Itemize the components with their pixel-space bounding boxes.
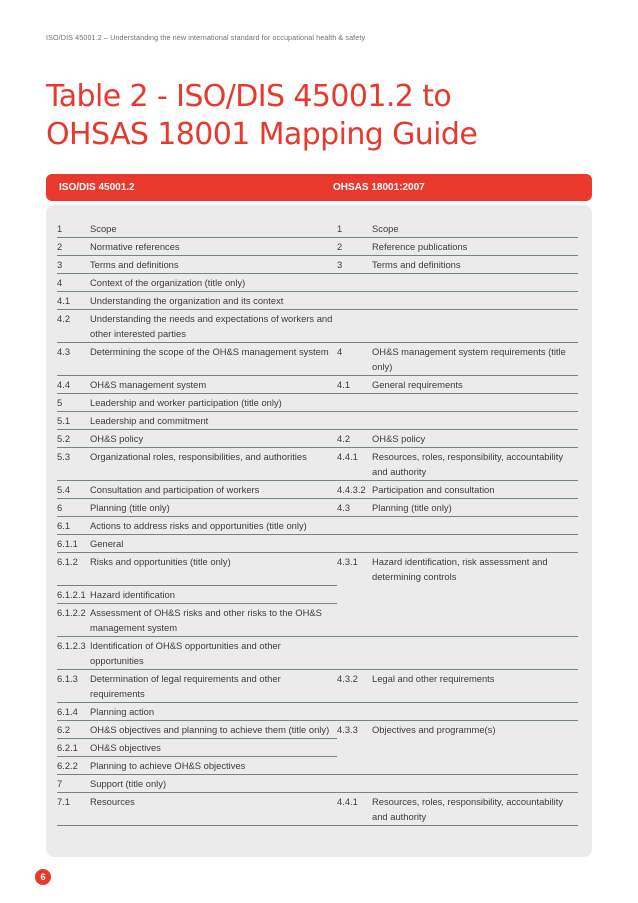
table-row bbox=[57, 430, 578, 448]
right-clause-title: Resources, roles, responsibility, accountability and authority bbox=[372, 792, 578, 825]
table-row bbox=[57, 220, 578, 238]
right-clause-number bbox=[337, 412, 372, 430]
right-clause-number bbox=[337, 702, 372, 720]
table-row bbox=[57, 553, 578, 586]
right-clause-title bbox=[372, 292, 578, 310]
right-clause-title bbox=[372, 702, 578, 720]
left-clause-number: 6.2 bbox=[57, 720, 90, 738]
right-clause-title bbox=[372, 603, 578, 636]
right-clause-number bbox=[337, 535, 372, 553]
left-clause-title: Organizational roles, responsibilities, and authorities bbox=[90, 448, 337, 481]
right-clause-title bbox=[372, 310, 578, 343]
left-clause-title: General bbox=[90, 535, 337, 553]
table-row bbox=[57, 702, 578, 720]
right-clause-title bbox=[372, 412, 578, 430]
right-clause-number bbox=[337, 517, 372, 535]
right-clause-title: Resources, roles, responsibility, accountability and authority bbox=[372, 448, 578, 481]
page-number: 6 bbox=[35, 869, 51, 885]
table-row bbox=[57, 310, 578, 343]
left-clause-number: 6.1 bbox=[57, 517, 90, 535]
table-row bbox=[57, 517, 578, 535]
left-clause-number: 5.3 bbox=[57, 448, 90, 481]
right-clause-title: General requirements bbox=[372, 376, 578, 394]
table-row bbox=[57, 448, 578, 481]
table-row bbox=[57, 669, 578, 702]
table-row bbox=[57, 274, 578, 292]
mapping-table bbox=[57, 220, 578, 826]
right-clause-title bbox=[372, 517, 578, 535]
left-clause-number: 1 bbox=[57, 220, 90, 238]
left-clause-title: Support (title only) bbox=[90, 774, 337, 792]
left-clause-title: Planning action bbox=[90, 702, 337, 720]
right-clause-number bbox=[337, 274, 372, 292]
table-row bbox=[57, 292, 578, 310]
left-clause-title: Resources bbox=[90, 792, 337, 825]
left-clause-number: 6.1.4 bbox=[57, 702, 90, 720]
left-clause-title: Normative references bbox=[90, 238, 337, 256]
left-clause-number: 3 bbox=[57, 256, 90, 274]
left-clause-number: 5.2 bbox=[57, 430, 90, 448]
left-clause-title: Leadership and worker participation (title only) bbox=[90, 394, 337, 412]
table-row bbox=[57, 774, 578, 792]
right-clause-title bbox=[372, 738, 578, 756]
left-clause-title: Planning (title only) bbox=[90, 499, 337, 517]
right-clause-title bbox=[372, 274, 578, 292]
table-row bbox=[57, 535, 578, 553]
left-clause-title: Actions to address risks and opportunities (title only) bbox=[90, 517, 337, 535]
right-clause-number: 4.4.1 bbox=[337, 792, 372, 825]
right-clause-number: 4.4.3.2 bbox=[337, 481, 372, 499]
right-clause-number: 4.3.1 bbox=[337, 556, 358, 567]
right-clause-number: 4.3.3 bbox=[337, 723, 358, 735]
left-clause-number: 5 bbox=[57, 394, 90, 412]
right-clause-number bbox=[337, 310, 372, 343]
right-clause-title bbox=[372, 774, 578, 792]
left-clause-number: 6.1.2 bbox=[57, 553, 90, 586]
left-clause-number: 4.1 bbox=[57, 292, 90, 310]
right-clause-title: Planning (title only) bbox=[372, 499, 578, 517]
left-clause-number: 2 bbox=[57, 238, 90, 256]
page-title-line-1: Table 2 - ISO/DIS 45001.2 to bbox=[46, 79, 452, 114]
left-clause-title: Terms and definitions bbox=[90, 256, 337, 274]
right-clause-number bbox=[337, 636, 372, 669]
left-clause-number: 5.1 bbox=[57, 412, 90, 430]
left-clause-title: OH&S policy bbox=[90, 430, 337, 448]
left-clause-number: 6.1.1 bbox=[57, 535, 90, 553]
right-clause-number bbox=[337, 394, 372, 412]
left-clause-number: 5.4 bbox=[57, 481, 90, 499]
right-clause-title bbox=[372, 585, 578, 603]
right-clause-title bbox=[372, 394, 578, 412]
table-row bbox=[57, 412, 578, 430]
left-clause-number: 4.2 bbox=[57, 310, 90, 343]
right-clause-number: 2 bbox=[337, 238, 372, 256]
table-row bbox=[57, 738, 578, 756]
right-clause-number bbox=[337, 603, 372, 636]
right-clause-title: OH&S policy bbox=[372, 430, 578, 448]
left-clause-title: Risks and opportunities (title only) bbox=[90, 553, 337, 586]
right-clause-title: Terms and definitions bbox=[372, 256, 578, 274]
right-clause-title: OH&S management system requirements (title only) bbox=[372, 343, 578, 376]
right-clause-number bbox=[337, 292, 372, 310]
right-clause-number: 4.4.1 bbox=[337, 448, 372, 481]
left-clause-number: 6.2.1 bbox=[57, 738, 90, 756]
right-clause-title bbox=[372, 756, 578, 774]
left-clause-title: Hazard identification bbox=[90, 585, 337, 603]
left-clause-title: Leadership and commitment bbox=[90, 412, 337, 430]
left-clause-number: 6.1.3 bbox=[57, 669, 90, 702]
left-clause-number: 7 bbox=[57, 774, 90, 792]
left-clause-title: Consultation and participation of workers bbox=[90, 481, 337, 499]
left-clause-number: 6.1.2.2 bbox=[57, 603, 90, 636]
left-clause-title: Identification of OH&S opportunities and other opportunities bbox=[90, 636, 337, 669]
table-row bbox=[57, 238, 578, 256]
table-row bbox=[57, 499, 578, 517]
right-clause-title bbox=[372, 535, 578, 553]
left-clause-number: 6.1.2.1 bbox=[57, 585, 90, 603]
left-clause-title: OH&S objectives and planning to achieve them (title only) bbox=[90, 720, 337, 738]
table-row bbox=[57, 603, 578, 636]
mapping-table-header bbox=[46, 174, 592, 201]
right-clause-number: 1 bbox=[337, 220, 372, 238]
left-clause-title: Context of the organization (title only) bbox=[90, 274, 337, 292]
left-clause-number: 4.4 bbox=[57, 376, 90, 394]
left-clause-number: 6.1.2.3 bbox=[57, 636, 90, 669]
table-row bbox=[57, 481, 578, 499]
right-clause-title bbox=[372, 636, 578, 669]
table-row bbox=[57, 585, 578, 603]
right-clause-title: Reference publications bbox=[372, 238, 578, 256]
left-clause-title: Understanding the organization and its context bbox=[90, 292, 337, 310]
left-clause-number: 6.2.2 bbox=[57, 756, 90, 774]
mapping-table-body bbox=[57, 220, 578, 825]
right-clause-number: 3 bbox=[337, 256, 372, 274]
right-clause-number bbox=[337, 585, 372, 603]
table-row bbox=[57, 376, 578, 394]
left-clause-number: 4 bbox=[57, 274, 90, 292]
right-clause-number: 4.3.2 bbox=[337, 669, 372, 702]
right-clause-number: 4.2 bbox=[337, 430, 372, 448]
table-row bbox=[57, 343, 578, 376]
header-iso-dis-45001: ISO/DIS 45001.2 bbox=[59, 182, 135, 193]
page-title-line-2: OHSAS 18001 Mapping Guide bbox=[46, 117, 478, 152]
left-clause-number: 7.1 bbox=[57, 792, 90, 825]
table-row bbox=[57, 636, 578, 669]
table-row bbox=[57, 756, 578, 774]
left-clause-title: Understanding the needs and expectations of workers and other interested parties bbox=[90, 310, 337, 343]
left-clause-title: Scope bbox=[90, 220, 337, 238]
right-clause-title: Hazard identification, risk assessment and determining controls bbox=[372, 556, 548, 582]
left-clause-title: OH&S objectives bbox=[90, 738, 337, 756]
table-row bbox=[57, 394, 578, 412]
page-title bbox=[46, 78, 477, 154]
right-clause-title: Legal and other requirements bbox=[372, 669, 578, 702]
header-ohsas-18001: OHSAS 18001:2007 bbox=[333, 182, 425, 193]
right-clause-title: Scope bbox=[372, 220, 578, 238]
table-row bbox=[57, 256, 578, 274]
right-clause-number: 4 bbox=[337, 343, 372, 376]
right-clause-number: 4.1 bbox=[337, 376, 372, 394]
right-clause-title: Objectives and programme(s) bbox=[372, 723, 496, 735]
left-clause-title: OH&S management system bbox=[90, 376, 337, 394]
right-clause-title: Participation and consultation bbox=[372, 481, 578, 499]
right-clause-number: 4.3 bbox=[337, 499, 372, 517]
table-row bbox=[57, 720, 578, 738]
left-clause-title: Determination of legal requirements and other requirements bbox=[90, 669, 337, 702]
left-clause-number: 6 bbox=[57, 499, 90, 517]
left-clause-number: 4.3 bbox=[57, 343, 90, 376]
left-clause-title: Assessment of OH&S risks and other risks to the OH&S management system bbox=[90, 603, 337, 636]
right-clause-number bbox=[337, 774, 372, 792]
right-clause-number bbox=[337, 738, 372, 756]
table-row bbox=[57, 792, 578, 825]
running-header: ISO/DIS 45001.2 – Understanding the new international standard for occupational health & safety bbox=[46, 33, 366, 42]
right-clause-number bbox=[337, 756, 372, 774]
left-clause-title: Planning to achieve OH&S objectives bbox=[90, 756, 337, 774]
left-clause-title: Determining the scope of the OH&S management system bbox=[90, 343, 337, 376]
